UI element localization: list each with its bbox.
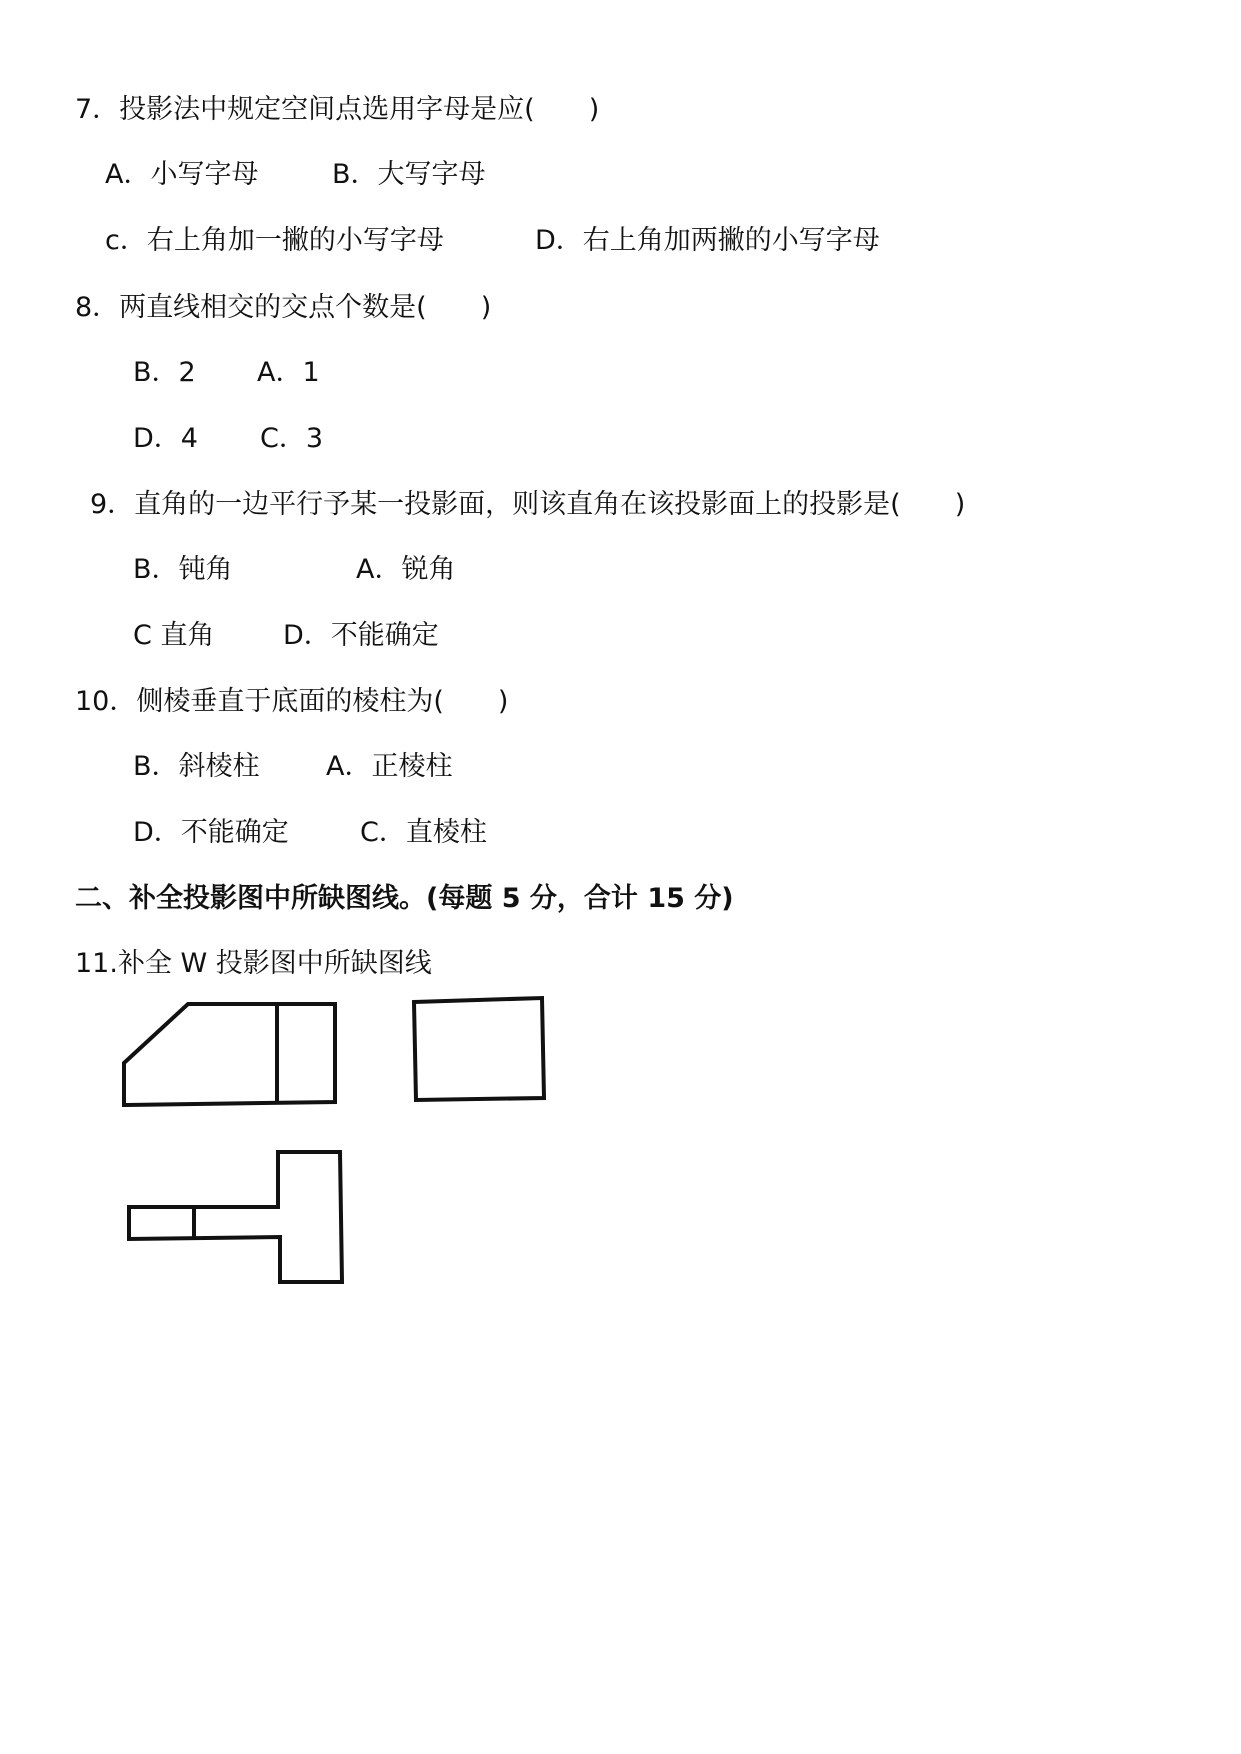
q8-option-b: B．2 — [133, 357, 196, 388]
top-view-drawing — [129, 1152, 342, 1282]
q10-option-b: B．斜棱柱 — [133, 751, 260, 782]
q7-option-a: A．小写字母 — [105, 159, 259, 190]
q9-option-a: A．锐角 — [356, 554, 456, 585]
q10-option-a: A．正棱柱 — [326, 751, 453, 782]
q10-option-c: C．直棱柱 — [360, 817, 487, 848]
question-11-stem: 11.补全 W 投影图中所缺图线 — [75, 948, 432, 979]
top-view-outline — [129, 1152, 342, 1282]
q7-option-c: c．右上角加一撇的小写字母 — [105, 225, 444, 256]
section-2-heading: 二、补全投影图中所缺图线。(每题 5 分，合计 15 分) — [75, 883, 734, 914]
question-8-stem: 8．两直线相交的交点个数是( ) — [75, 292, 492, 323]
front-view-outline — [124, 1004, 335, 1105]
question-7-stem: 7．投影法中规定空间点选用字母是应( ) — [75, 94, 600, 125]
question-10-stem: 10．侧棱垂直于底面的棱柱为( ) — [75, 686, 509, 717]
q7-option-d: D．右上角加两撇的小写字母 — [535, 225, 880, 256]
side-view-drawing — [414, 998, 544, 1100]
q8-option-c: C．3 — [260, 423, 324, 454]
side-view-outline — [414, 998, 544, 1100]
q9-option-d: D．不能确定 — [283, 620, 439, 651]
q10-option-d: D．不能确定 — [133, 817, 289, 848]
q8-option-d: D．4 — [133, 423, 198, 454]
question-9-stem: 9．直角的一边平行予某一投影面，则该直角在该投影面上的投影是( ) — [90, 489, 966, 520]
q8-option-a: A．1 — [257, 357, 320, 388]
q7-option-b: B．大写字母 — [332, 159, 486, 190]
front-view-drawing — [124, 1004, 335, 1105]
q9-option-b: B．钝角 — [133, 554, 233, 585]
q9-option-c: C 直角 — [133, 620, 215, 651]
